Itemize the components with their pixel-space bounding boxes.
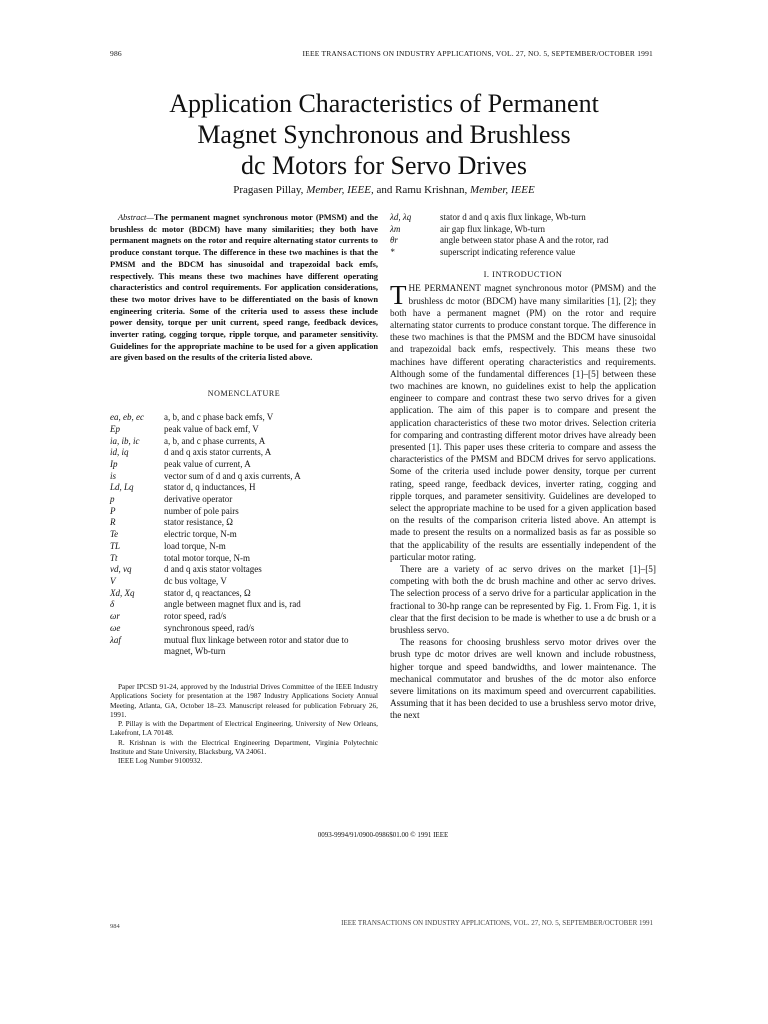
nomenclature-definition: total motor torque, N-m	[164, 552, 250, 563]
nomenclature-item	[110, 553, 378, 565]
nomenclature-definition: angle between magnet flux and is, rad	[164, 599, 301, 610]
nomenclature-item	[110, 447, 378, 459]
author-2: Ramu Krishnan,	[395, 184, 468, 196]
nomenclature-item	[390, 224, 656, 236]
nomenclature-definition: stator resistance, Ω	[164, 517, 233, 528]
nomenclature-symbol: λaf	[110, 634, 121, 645]
nomenclature-symbol: λm	[390, 223, 401, 234]
nomenclature-heading: NOMENCLATURE	[207, 389, 281, 399]
nomenclature-item	[110, 482, 378, 494]
drop-cap: T	[390, 280, 407, 311]
author-conjunction: and	[376, 184, 393, 196]
right-column	[390, 212, 656, 723]
nomenclature-definition: a, b, and c phase currents, A	[164, 435, 266, 446]
nomenclature-item	[110, 517, 378, 529]
nomenclature-item	[390, 212, 656, 224]
nomenclature-symbol: is	[110, 470, 117, 481]
bottom-journal-header: IEEE TRANSACTIONS ON INDUSTRY APPLICATIONS, VOL. 27, NO. 5, SEPTEMBER/OCTOBER 1991	[341, 919, 653, 927]
nomenclature-definition: derivative operator	[164, 494, 233, 505]
nomenclature-definition: electric torque, N-m	[164, 529, 237, 540]
nomenclature-definition: d and q axis stator voltages	[164, 564, 262, 575]
nomenclature-item	[110, 506, 378, 518]
nomenclature-item	[110, 471, 378, 483]
footnote-log-number: IEEE Log Number 9100932.	[118, 756, 203, 766]
nomenclature-symbol: ωr	[110, 611, 120, 622]
nomenclature-symbol: *	[390, 246, 395, 257]
nomenclature-definition: vector sum of d and q axis currents, A	[164, 470, 301, 481]
nomenclature-definition: number of pole pairs	[164, 505, 239, 516]
intro-paragraph-3: The reasons for choosing brushless servo motor drives over the brush type dc motor drives are well known and include robustness, higher torque and speed bandwidths, and lower maintenance. The mechanical commutator and brushes of the dc motor also enforce severe limitations on its maximum speed and overcurrent capabilities. Assuming that it has been decided to use a brushless servo motor drive, the next	[390, 638, 656, 722]
nomenclature-symbol: ia, ib, ic	[110, 435, 140, 446]
nomenclature-item	[110, 459, 378, 471]
nomenclature-definition: synchronous speed, rad/s	[164, 622, 255, 633]
nomenclature-definition: angle between stator phase A and the rotor, rad	[440, 235, 609, 246]
nomenclature-symbol: ea, eb, ec	[110, 412, 144, 423]
nomenclature-item	[110, 635, 378, 658]
nomenclature-item	[110, 564, 378, 576]
nomenclature-item	[110, 599, 378, 611]
copyright-line: 0093-9994/91/0900-0986$01.00 © 1991 IEEE	[317, 831, 449, 839]
paper-title	[90, 88, 678, 181]
nomenclature-definition: stator d and q axis flux linkage, Wb-turn	[440, 212, 586, 222]
footnote-author-1: P. Pillay is with the Department of Electrical Engineering, University of New Orleans, Lakefront, LA 70148.	[110, 719, 378, 738]
nomenclature-symbol: V	[110, 575, 116, 586]
nomenclature-item	[110, 494, 378, 506]
title-line-3: dc Motors for Servo Drives	[241, 151, 527, 180]
nomenclature-symbol: Ip	[110, 458, 118, 469]
footnote	[110, 682, 378, 766]
nomenclature-item	[390, 247, 656, 259]
author-1: Pragasen Pillay,	[233, 184, 304, 196]
nomenclature-symbol: Ld, Lq	[110, 482, 134, 493]
nomenclature-symbol: id, iq	[110, 447, 129, 458]
intro-paragraph-1	[390, 280, 656, 564]
nomenclature-item	[110, 541, 378, 553]
footnote-paper-info: Paper IPCSD 91-24, approved by the Industrial Drives Committee of the IEEE Industry Applications Society for presentation at the 1987 Industry Applications Society Annual Meeting, Atlanta, GA, October 18–23. Manuscript released for publication February 26, 1991.	[110, 681, 378, 719]
nomenclature-symbol: TL	[110, 540, 121, 551]
footnote-author-2: R. Krishnan is with the Electrical Engineering Department, Virginia Polytechnic Institute and State University, Blacksburg, VA 24061.	[110, 737, 378, 756]
nomenclature-item	[390, 235, 656, 247]
nomenclature-definition: d and q axis stator currents, A	[164, 447, 272, 458]
nomenclature-symbol: Te	[110, 529, 119, 540]
nomenclature-item	[110, 588, 378, 600]
nomenclature-item	[110, 611, 378, 623]
nomenclature-symbol: p	[110, 494, 115, 505]
abstract-lead: Abstract—	[118, 213, 154, 222]
nomenclature-item	[110, 424, 378, 436]
nomenclature-definition: air gap flux linkage, Wb-turn	[440, 223, 546, 234]
journal-header: IEEE TRANSACTIONS ON INDUSTRY APPLICATIONS, VOL. 27, NO. 5, SEPTEMBER/OCTOBER 1991	[302, 49, 653, 58]
page-number: 986	[110, 49, 122, 58]
nomenclature-definition: rotor speed, rad/s	[164, 611, 227, 622]
nomenclature-symbol: Ep	[110, 423, 120, 434]
nomenclature-symbol: Xd, Xq	[110, 587, 135, 598]
nomenclature-list	[110, 412, 378, 658]
title-line-2: Magnet Synchronous and Brushless	[197, 120, 571, 149]
nomenclature-symbol: R	[110, 517, 116, 528]
nomenclature-definition: superscript indicating reference value	[440, 246, 576, 257]
left-column	[110, 212, 378, 766]
nomenclature-definition: a, b, and c phase back emfs, V	[164, 412, 274, 423]
nomenclature-definition: dc bus voltage, V	[164, 575, 227, 586]
nomenclature-definition: peak value of current, A	[164, 458, 251, 469]
section-heading-introduction: I. INTRODUCTION	[483, 269, 563, 280]
nomenclature-item	[110, 623, 378, 635]
nomenclature-symbol: Tt	[110, 552, 118, 563]
nomenclature-symbol: δ	[110, 599, 115, 610]
author-1-role: Member, IEEE,	[306, 184, 374, 196]
abstract	[110, 212, 378, 364]
intro-paragraph-2: There are a variety of ac servo drives on the market [1]–[5] competing with both the dc brush machine and other ac servo drives. The selection process of a servo drive for a particular application in the fractional to 30-hp range can be represented by Fig. 1. From Fig. 1, it is clear that the first decision to be made is whether to use a dc brush or a brushless servo.	[390, 565, 656, 637]
nomenclature-definition: stator d, q inductances, H	[164, 482, 256, 493]
nomenclature-symbol: θr	[390, 235, 398, 246]
nomenclature-item	[110, 436, 378, 448]
nomenclature-item	[110, 576, 378, 588]
nomenclature-definition: peak value of back emf, V	[164, 423, 259, 434]
nomenclature-continued	[390, 212, 656, 258]
nomenclature-symbol: λd, λq	[390, 212, 412, 222]
nomenclature-item	[110, 412, 378, 424]
nomenclature-definition: load torque, N-m	[164, 540, 226, 551]
intro-paragraph-1-text: HE PERMANENT magnet synchronous motor (PMSM) and the brushless dc motor (BDCM) have many similarities [1], [2]; they both have a permanent magnet (PM) on the rotor and require alternating stator currents to produce constant torque. The difference in these two machines is that the PMSM and the BDCM have sinusoidal and trapezoidal back emfs, respectively. This means these two machines have different operating characteristics and requirements. Although some of the fundamental differences [1]–[5] between these two machines are known, no guidelines exist to help the application engineer to compare and contrast these two servo drives for a given application. The aim of this paper is to compare and present the application characteristics of these two motor drives. Selection criteria for comparing and contrasting different motor drives have already been presented [1]. This paper uses these criteria to compare and assess the characteristics of the PMSM and BDCM drives for servo applications. Some of the criteria used include power density, torque per current rating, speed range, feedback devices, inverter rating, cogging and ripple torques, and parameter sensitivity. Guidelines are developed to select the appropriate machine to be used for a given application based on the results of the comparison criteria listed above. An attempt is made to present the results on a normalized basis as far as possible so that the applicability of the results are essentially independent of the particular motor rating.	[390, 284, 656, 563]
nomenclature-definition: mutual flux linkage between rotor and stator due to magnet, Wb-turn	[164, 634, 349, 657]
title-line-1: Application Characteristics of Permanent	[169, 89, 599, 118]
nomenclature-symbol: ωe	[110, 622, 121, 633]
author-line	[90, 184, 678, 196]
nomenclature-symbol: P	[110, 505, 116, 516]
author-2-role: Member, IEEE	[469, 184, 535, 196]
abstract-text: The permanent magnet synchronous motor (PMSM) and the brushless dc motor (BDCM) have many similarities; they both have permanent magnets on the rotor and require alternating stator currents to produce constant torque. The difference in these two machines is that the PMSM and the BDCM has sinusoidal and trapezoidal back emfs, respectively. This means these two machines have different operating characteristics and control requirements. For application considerations, these two motor drives have to be differentiated on the basis of known engineering criteria. Some of the criteria used to assess these include power density, torque per unit current, speed range, feedback devices, inverter rating, cogging torque, ripple torque, and parameter sensitivity. Guidelines for the appropriate machine to be used for a given application are given based on the results of the criteria listed above.	[110, 213, 378, 363]
nomenclature-symbol: vd, vq	[110, 564, 132, 575]
bottom-page-number: 984	[110, 923, 120, 930]
nomenclature-item	[110, 529, 378, 541]
nomenclature-definition: stator d, q reactances, Ω	[164, 587, 251, 598]
